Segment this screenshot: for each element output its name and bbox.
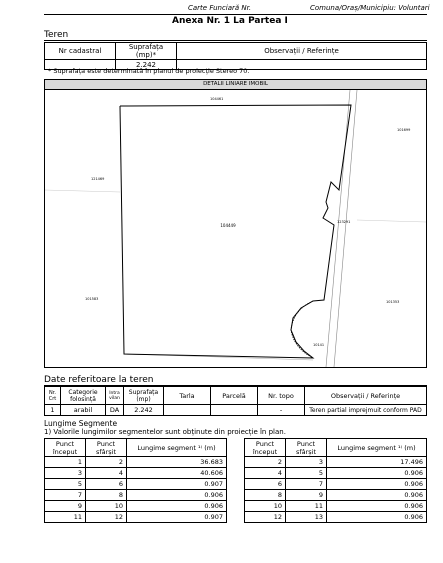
segment-row (45, 479, 227, 490)
segmente-table-right (244, 438, 427, 523)
cell-suprafata-mp: 2.242 (124, 405, 164, 416)
col-punct-inceput: Punct început (245, 439, 286, 457)
teren-table (44, 42, 427, 70)
cell-categorie: arabil (61, 405, 106, 416)
segment-end: 13 (286, 512, 327, 523)
segment-start: 11 (45, 512, 86, 523)
segmente-left-header (45, 439, 227, 457)
road-line-1 (326, 90, 350, 367)
segment-start: 6 (245, 479, 286, 490)
segment-length: 40.606 (127, 468, 227, 479)
segment-end: 10 (86, 501, 127, 512)
map-title: DETALII LINIARE IMOBIL (45, 80, 426, 90)
segment-start: 8 (245, 490, 286, 501)
col-punct-sfarsit: Punct sfârșit (286, 439, 327, 457)
col-nr-crt: Nr. Crt (45, 387, 61, 405)
segmente-note: 1) Valorile lungimilor segmentelor sunt obținute din proiecție în plan. (44, 428, 286, 436)
neighbor-label-road: 123291 (337, 220, 351, 224)
cell-parcela (211, 405, 258, 416)
neighbor-label-arc: 10141 (313, 343, 325, 347)
segment-row (245, 468, 427, 479)
segment-start: 7 (45, 490, 86, 501)
segment-row (45, 457, 227, 468)
col-observatii-ref: Observații / Referințe (305, 387, 427, 405)
map-panel (44, 79, 427, 368)
segment-start: 3 (45, 468, 86, 479)
comuna-label: Comuna/Oraș/Municipiu: Voluntari (310, 4, 430, 12)
col-intravilan: Intra vilan (106, 387, 124, 405)
segment-length: 17.496 (327, 457, 427, 468)
segment-end: 9 (286, 490, 327, 501)
cell-tarla (164, 405, 211, 416)
col-parcela: Parcelă (211, 387, 258, 405)
segment-length: 0.906 (327, 490, 427, 501)
cell-intravilan: DA (106, 405, 124, 416)
main-parcel-label: 104449 (220, 223, 236, 228)
segment-start: 5 (45, 479, 86, 490)
segment-length: 0.906 (327, 501, 427, 512)
segment-length: 0.906 (127, 501, 227, 512)
segment-end: 2 (86, 457, 127, 468)
teren-table-header (45, 43, 427, 60)
segment-length: 0.906 (327, 479, 427, 490)
cell-nr-topo: - (258, 405, 305, 416)
neighbor-label-sw: 101583 (85, 297, 99, 301)
segment-row (245, 501, 427, 512)
segment-start: 2 (245, 457, 286, 468)
neighbor-label-ne: 101699 (397, 128, 411, 132)
segment-end: 11 (286, 501, 327, 512)
segment-end: 6 (86, 479, 127, 490)
neighbor-label-north: 104461 (210, 97, 224, 101)
cell-nr-crt: 1 (45, 405, 61, 416)
segment-end: 8 (86, 490, 127, 501)
segment-start: 9 (45, 501, 86, 512)
segment-start: 4 (245, 468, 286, 479)
segment-length: 0.906 (327, 468, 427, 479)
segment-start: 10 (245, 501, 286, 512)
col-nr-cadastral: Nr cadastral (45, 43, 116, 60)
col-suprafata-mp: Suprafața (mp) (124, 387, 164, 405)
segment-length: 0.907 (127, 512, 227, 523)
col-punct-sfarsit: Punct sfârșit (86, 439, 127, 457)
neighbor-line-east (357, 220, 426, 222)
segment-length: 0.906 (127, 490, 227, 501)
segment-row (45, 512, 227, 523)
carte-funciara-label: Carte Funciară Nr. (188, 4, 252, 12)
segment-end: 3 (286, 457, 327, 468)
segment-row (45, 468, 227, 479)
segment-row (45, 501, 227, 512)
date-teren-table (44, 386, 427, 416)
col-lungime: Lungime segment ¹⁾ (m) (327, 439, 427, 457)
segment-row (245, 457, 427, 468)
col-observatii: Observații / Referințe (177, 43, 427, 60)
teren-rule (44, 40, 427, 41)
segment-end: 7 (286, 479, 327, 490)
annex-title: Anexa Nr. 1 La Partea I (172, 16, 288, 26)
segment-start: 12 (245, 512, 286, 523)
segment-row (245, 490, 427, 501)
date-teren-title: Date referitoare la teren (44, 375, 154, 385)
teren-footnote: * Suprafața este determinată în planul de proiecție Stereo 70. (48, 67, 250, 75)
parcel-boundary (120, 105, 351, 358)
segment-length: 0.907 (127, 479, 227, 490)
col-punct-inceput: Punct început (45, 439, 86, 457)
segment-length: 0.906 (327, 512, 427, 523)
col-categorie: Categorie folosință (61, 387, 106, 405)
date-teren-row (45, 405, 427, 416)
segment-row (245, 479, 427, 490)
parcel-map (45, 90, 426, 367)
col-suprafata: Suprafața (mp)* (116, 43, 177, 60)
segment-start: 1 (45, 457, 86, 468)
segmente-title: Lungime Segmente (44, 419, 118, 428)
col-nr-topo: Nr. topo (258, 387, 305, 405)
segment-row (45, 490, 227, 501)
date-teren-header (45, 387, 427, 405)
neighbor-line (45, 190, 120, 192)
col-tarla: Tarla (164, 387, 211, 405)
neighbor-label-se: 101353 (386, 300, 400, 304)
cell-observatii-ref: Teren partial imprejmuit conform PAD (305, 405, 427, 416)
segmente-table-left (44, 438, 227, 523)
segment-end: 4 (86, 468, 127, 479)
header-rule (44, 14, 427, 15)
segmente-left-body (45, 457, 227, 523)
road-line-2 (334, 90, 357, 367)
segment-length: 36.683 (127, 457, 227, 468)
col-lungime: Lungime segment ¹⁾ (m) (127, 439, 227, 457)
teren-title: Teren (44, 30, 69, 40)
segment-row (245, 512, 427, 523)
segment-end: 12 (86, 512, 127, 523)
segment-end: 5 (286, 468, 327, 479)
cell-suprafata: 2.242 (116, 60, 177, 70)
segmente-right-body (245, 457, 427, 523)
neighbor-label-west: 121469 (91, 177, 105, 181)
segmente-right-header (245, 439, 427, 457)
